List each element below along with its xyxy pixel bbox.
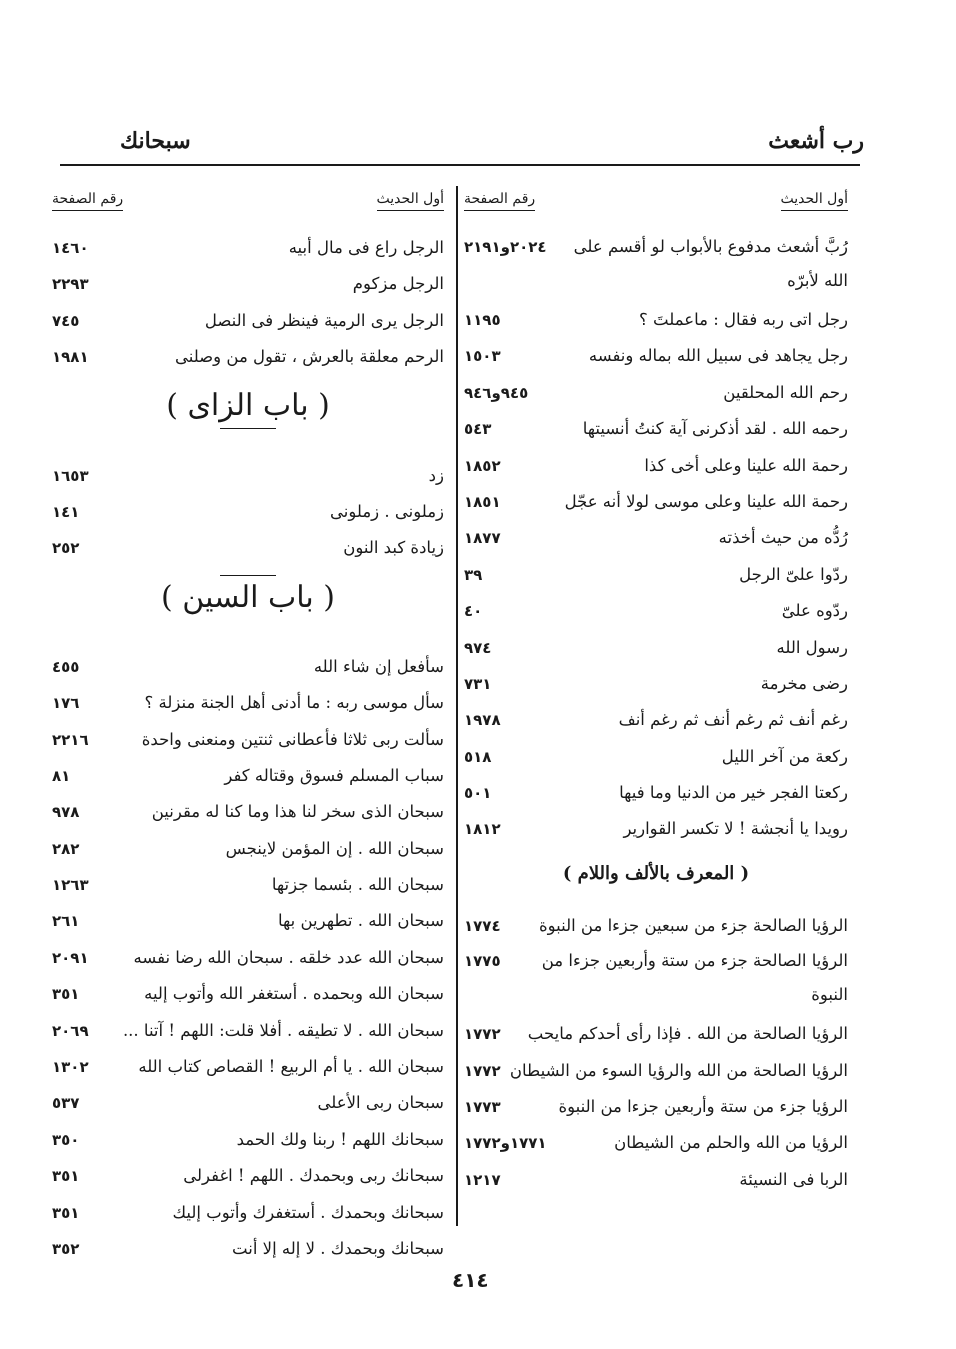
list-item [464, 1089, 848, 1125]
list-item [52, 266, 444, 302]
page-ref: ١٨١٢ [464, 820, 501, 839]
hadith-text: الرجل يرى الرمية فينظر فى النصل [204, 310, 444, 330]
list-item [52, 1122, 444, 1158]
section-heading-definite-article: ( المعرف بالألف واللام ) [562, 862, 750, 884]
hadith-text: الرؤيا جزء من ستة وأربعين جزءا من النبوة [558, 1097, 848, 1117]
page-ref: ٤٥٥ [52, 657, 80, 676]
page-ref: ٤٠ [464, 602, 483, 621]
list-item [52, 867, 444, 903]
page-ref: ٢٢١٦ [52, 730, 89, 749]
hadith-text: رجل يجاهد فى سبيل الله بماله ونفسه [588, 346, 848, 366]
hadith-text: الرؤيا الصالحة جزء من ستة وأربعين جزءا من النبوة [541, 951, 848, 1005]
page-ref: ١٤١ [52, 502, 80, 521]
page-ref: ٣٥٠ [52, 1130, 80, 1149]
hadith-text: الرؤيا الصالحة من الله . فإذا رأى أحدكم مايحب [527, 1024, 848, 1044]
hadith-text: سبحان الله . تطهرين بها [278, 911, 444, 931]
list-item [464, 411, 848, 447]
page-ref: ٢٨٢ [52, 839, 80, 858]
hadith-text: سألت ربى ثلاثا فأعطانى ثنتين ومنعنى واحدة [141, 729, 444, 749]
hadith-text: رحمه الله . لقد أذكرنى آية كنتُ أنسيتها [582, 419, 848, 439]
hadith-text: رحمة الله علينا وعلى أخى كذا [644, 455, 848, 475]
running-head-right: رب أشعث [768, 128, 864, 154]
hadith-text: الرجل راع فى مال أبيه [288, 238, 444, 257]
section-title: ( باب الزاى ) [166, 387, 330, 423]
page-ref: ٢٢٩٣ [52, 275, 89, 294]
page-ref: ٣٥٢ [52, 1239, 80, 1258]
page-ref: ١٨٧٧ [464, 529, 501, 548]
hadith-text: سأل موسى ربه : ما أدنى أهل الجنة منزلة ؟ [144, 693, 444, 713]
hadith-text: رحم الله المحلقين [723, 382, 848, 402]
hadith-text: سباب المسلم فسوق وقتاله كفر [224, 765, 444, 785]
right-column [464, 190, 848, 1198]
page-ref: ٢٦١ [52, 912, 80, 931]
page-ref: ٨١ [52, 766, 71, 785]
page-ref: ٥١٨ [464, 747, 492, 766]
header-rule [60, 164, 860, 166]
list-item [52, 903, 444, 939]
left-column-header [52, 190, 444, 230]
hadith-text: رويدا يا أنجشة ! لا تكسر القوارير [623, 819, 848, 839]
page-ref: ٧٤٥ [52, 311, 80, 330]
page-ref: ١٧٧٣ [464, 1098, 501, 1117]
list-item [52, 831, 444, 867]
page-number-heading: رقم الصفحة [464, 190, 535, 211]
page-ref: ١٤٦٠ [52, 239, 89, 257]
list-item [464, 375, 848, 411]
hadith-text: الرؤيا الصالحة من الله والرؤيا السوء من الشيطان [509, 1060, 848, 1080]
right-column-header [464, 190, 848, 230]
page-ref: ١٧٧١و١٧٧٢ [464, 1134, 547, 1153]
page-ref: ٩٧٤ [464, 638, 492, 657]
hadith-start-heading: أول الحديث [377, 190, 444, 211]
list-item [464, 230, 848, 302]
list-item [52, 530, 444, 566]
page-number-heading: رقم الصفحة [52, 190, 123, 211]
running-head-left: سبحانك [120, 128, 191, 154]
hadith-text: الرحم معلقة بالعرش ، تقول من وصلنى [174, 347, 444, 367]
list-item [464, 338, 848, 374]
list-item [464, 775, 848, 811]
list-item [464, 1016, 848, 1052]
page-ref: ١٨٥٢ [464, 456, 501, 475]
hadith-text: سبحانك اللهم ! ربنا ولك الحمد [236, 1129, 444, 1149]
list-item [52, 685, 444, 721]
list-item [52, 1049, 444, 1085]
page-number: ٤١٤ [452, 1268, 489, 1292]
page-ref: ١٧٧٢ [464, 1025, 501, 1044]
list-item [52, 303, 444, 339]
hadith-text: سبحانك وبحمدك . أستغفرك وأتوب إليك [172, 1202, 444, 1222]
section-title: ( باب السين ) [161, 579, 335, 615]
page-ref: ١٧٧٥ [464, 952, 501, 971]
list-item [464, 630, 848, 666]
list-item [464, 448, 848, 484]
page-ref: ٣٥١ [52, 1167, 80, 1186]
hadith-text: زد [428, 465, 444, 485]
hadith-text: زيادة كبد النون [343, 538, 444, 558]
list-item [464, 484, 848, 520]
page-ref: ١٩٧٨ [464, 711, 501, 730]
page-ref: ٢٠٦٩ [52, 1021, 89, 1040]
list-item [464, 739, 848, 775]
hadith-text: رجل اتى ربه فقال : ماعملتَ ؟ [639, 310, 848, 329]
hadith-text: سبحان ربى الأعلى [317, 1093, 444, 1113]
list-item [464, 1162, 848, 1198]
hadith-text: سبحان الله . إن المؤمن لاينجس [225, 838, 444, 858]
column-divider [456, 186, 458, 1226]
page-ref: ٥٣٧ [52, 1094, 80, 1113]
list-item [464, 811, 848, 847]
page-ref: ١٧٧٤ [464, 916, 501, 935]
list-item [464, 302, 848, 338]
list-item [52, 794, 444, 830]
list-item [52, 976, 444, 1012]
page-ref: ٢٥٢ [52, 539, 80, 558]
list-item [464, 557, 848, 593]
hadith-text: سبحانك ربى وبحمدك . اللهم ! اغفرلى [183, 1166, 444, 1186]
page-ref: ٣٩ [464, 565, 483, 584]
page-ref: ٣٥١ [52, 985, 80, 1004]
page-ref: ٣٥١ [52, 1203, 80, 1222]
hadith-text: ركعة من آخر الليل [721, 746, 848, 766]
page-ref: ١٥٠٣ [464, 347, 501, 366]
hadith-text: الرجل مزكوم [352, 274, 444, 294]
page-ref: ١٦٥٣ [52, 466, 89, 485]
hadith-text: سبحان الذى سخر لنا هذا وما كنا له مقرنين [151, 802, 444, 822]
hadith-text: سأفعل إن شاء الله [313, 656, 444, 676]
hadith-text: الرؤيا من الله والحلم من الشيطان [614, 1133, 848, 1153]
list-item [52, 1231, 444, 1267]
list-item [464, 944, 848, 1016]
hadith-text: سبحان الله وبحمده . أستغفر الله وأتوب إليه [144, 984, 444, 1004]
list-item [52, 758, 444, 794]
page-ref: ٢٠٩١ [52, 948, 89, 967]
page-ref: ٩٧٨ [52, 803, 80, 822]
list-item [52, 230, 444, 266]
left-column [52, 190, 444, 1267]
hadith-text: سبحانك وبحمدك . لا إله إلا أنت [232, 1238, 444, 1258]
hadith-text: رسول الله [776, 637, 848, 657]
list-item [52, 1085, 444, 1121]
hadith-text: سبحان الله . لا تطيقه . أفلا قلت: اللهم ! آتنا ... [122, 1020, 444, 1040]
list-item [464, 1053, 848, 1089]
hadith-text: سبحان الله . بئسما جزتها [271, 875, 444, 895]
hadith-text: رضى مخرمة [760, 673, 848, 693]
section-rule [220, 428, 276, 429]
list-item [464, 520, 848, 556]
list-item [52, 1158, 444, 1194]
page-ref: ١٩٨١ [52, 348, 89, 367]
page-ref: ١٧٧٢ [464, 1061, 501, 1080]
list-item [52, 722, 444, 758]
hadith-text: رُبَّ أشعث مدفوع بالأبواب لو أقسم على الله لأبرّه [573, 237, 848, 290]
hadith-text: سبحان الله عدد خلقه . سبحان الله رضا نفسه [133, 947, 444, 967]
page-ref: ١٨٥١ [464, 492, 501, 511]
list-item [464, 666, 848, 702]
hadith-text: رُدُّه من حيث أخذته [718, 528, 848, 548]
page-ref: ١٢١٧ [464, 1170, 501, 1189]
page-ref: ٥٠١ [464, 784, 492, 803]
page-ref: ٩٤٥و٩٤٦ [464, 383, 529, 402]
page-ref: ١٣٠٢ [52, 1058, 89, 1077]
list-item [464, 908, 848, 944]
hadith-start-heading: أول الحديث [781, 190, 848, 211]
hadith-text: ردّوا علىّ الرجل [739, 564, 848, 584]
page-ref: ٥٤٣ [464, 420, 492, 439]
hadith-text: رحمة الله علينا وعلى موسى لولا أنه عجّل [564, 491, 848, 511]
page-ref: ٧٣١ [464, 674, 492, 693]
list-item [464, 593, 848, 629]
hadith-text: رغم أنف ثم رغم أنف ثم رغم أنف [618, 710, 848, 730]
list-item [52, 649, 444, 685]
page-ref: ١٧٦ [52, 694, 80, 713]
list-item [52, 1195, 444, 1231]
hadith-text: الرؤيا الصالحة جزء من سبعين جزءا من النبوة [538, 915, 848, 935]
hadith-text: الربا فى النسيئة [739, 1169, 848, 1189]
section-heading-zay [52, 376, 444, 458]
page-ref: ١٢٦٣ [52, 876, 89, 895]
page-ref: ٢٠٢٤و٢١٩١ [464, 238, 547, 256]
page-ref: ١١٩٥ [464, 311, 501, 329]
list-item [52, 1013, 444, 1049]
list-item [464, 1125, 848, 1161]
hadith-text: ركعتا الفجر خير من الدنيا وما فيها [619, 783, 848, 803]
hadith-text: سبحان الله . يا أم الربيع ! القصاص كتاب الله [138, 1057, 444, 1077]
list-item [52, 339, 444, 375]
section-heading-sin [52, 567, 444, 649]
list-item [52, 494, 444, 530]
list-item [52, 940, 444, 976]
hadith-text: ردّوه علىّ [781, 601, 848, 621]
list-item [52, 458, 444, 494]
hadith-text: زملونى . زملونى [329, 501, 444, 521]
list-item [464, 702, 848, 738]
